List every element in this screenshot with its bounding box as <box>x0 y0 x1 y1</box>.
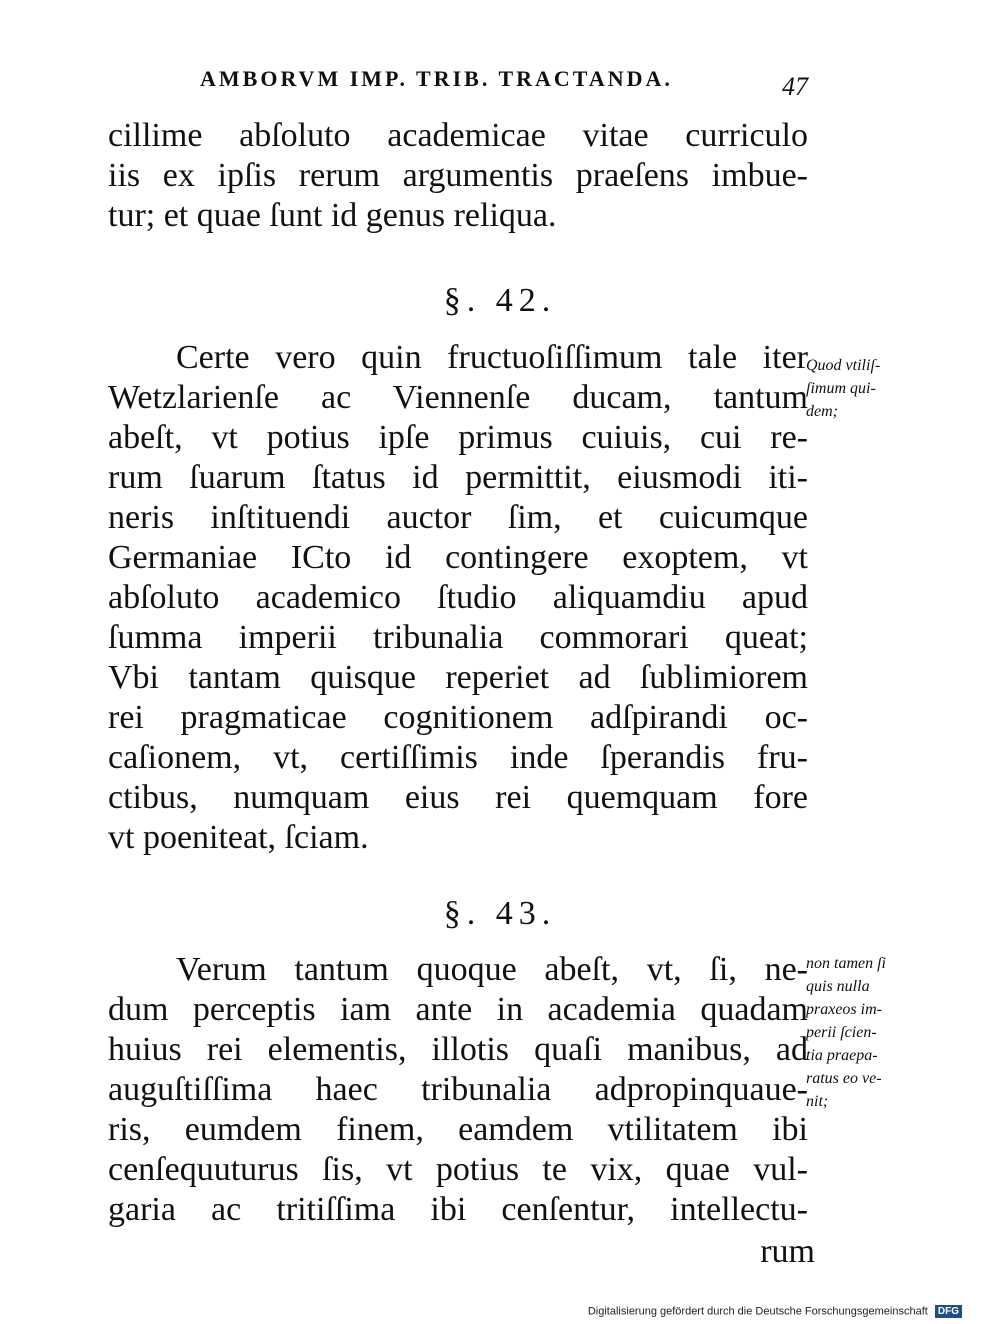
text-line: rum ſuarum ſtatus id permittit, eiusmodi iti- <box>108 459 808 496</box>
dfg-logo-icon: DFG <box>935 1305 962 1318</box>
page-number: 47 <box>782 72 808 101</box>
text-line: cillime abſoluto academicae vitae curriculo <box>108 117 808 154</box>
running-title: AMBORVM IMP. TRIB. TRACTANDA. <box>200 66 673 91</box>
margin-note-line: nit; <box>806 1093 829 1110</box>
text-line: rei pragmaticae cognitionem adſpirandi oc- <box>108 699 808 736</box>
text-line: neris inſtituendi auctor ſim, et cuicumque <box>108 499 808 536</box>
text-line: auguſtiſſima haec tribunalia adpropinquaue- <box>108 1071 808 1108</box>
text-line: Verum tantum quoque abeſt, vt, ſi, ne- <box>176 951 808 988</box>
text-line: dum perceptis iam ante in academia quadam <box>108 991 808 1028</box>
section-heading-42: §. 42. <box>443 282 557 319</box>
margin-note-line: praxeos im- <box>806 1001 882 1018</box>
text-line: abſoluto academico ſtudio aliquamdiu apud <box>108 579 808 616</box>
text-line: Certe vero quin fructuoſiſſimum tale iter <box>176 339 808 376</box>
text-line: tur; et quae ſunt id genus reliqua. <box>108 197 557 234</box>
margin-note-43 <box>806 952 956 1113</box>
text-line: garia ac tritiſſima ibi cenſentur, intellectu- <box>108 1191 808 1228</box>
text-line: caſionem, vt, certiſſimis inde ſperandis fru- <box>108 739 808 776</box>
text-line: cenſequuturus ſis, vt potius te vix, quae vul- <box>108 1151 808 1188</box>
margin-note-line: perii ſcien- <box>806 1024 877 1041</box>
catchword: rum <box>760 1233 815 1270</box>
text-line: Wetzlarienſe ac Viennenſe ducam, tantum <box>108 379 808 416</box>
section-heading-43: §. 43. <box>443 895 557 932</box>
margin-note-line: non tamen ſi <box>806 955 886 972</box>
text-line: ctibus, numquam eius rei quemquam fore <box>108 779 808 816</box>
text-line: ris, eumdem finem, eamdem vtilitatem ibi <box>108 1111 808 1148</box>
text-line: vt poeniteat, ſciam. <box>108 819 369 856</box>
margin-note-line: tia praepa- <box>806 1047 878 1064</box>
margin-note-line: ſimum qui- <box>806 380 876 397</box>
margin-note-line: quis nulla <box>806 978 870 995</box>
text-line: ſumma imperii tribunalia commorari queat; <box>108 619 808 656</box>
credit-text: Digitalisierung gefördert durch die Deutsche Forschungsgemeinschaft <box>587 1305 928 1318</box>
text-line: Germaniae ICto id contingere exoptem, vt <box>108 539 808 576</box>
text-line: abeſt, vt potius ipſe primus cuiuis, cui re- <box>108 419 808 456</box>
margin-note-42 <box>806 354 956 423</box>
margin-note-line: Quod vtiliſ- <box>806 357 881 374</box>
margin-note-line: ratus eo ve- <box>806 1070 882 1087</box>
text-line: Vbi tantam quisque reperiet ad ſublimiorem <box>108 659 808 696</box>
text-line: iis ex ipſis rerum argumentis praeſens imbue- <box>108 157 808 194</box>
text-line: huius rei elementis, illotis quaſi manibus, ad <box>108 1031 808 1068</box>
digitization-credit <box>588 1305 962 1318</box>
margin-note-line: dem; <box>806 403 838 420</box>
